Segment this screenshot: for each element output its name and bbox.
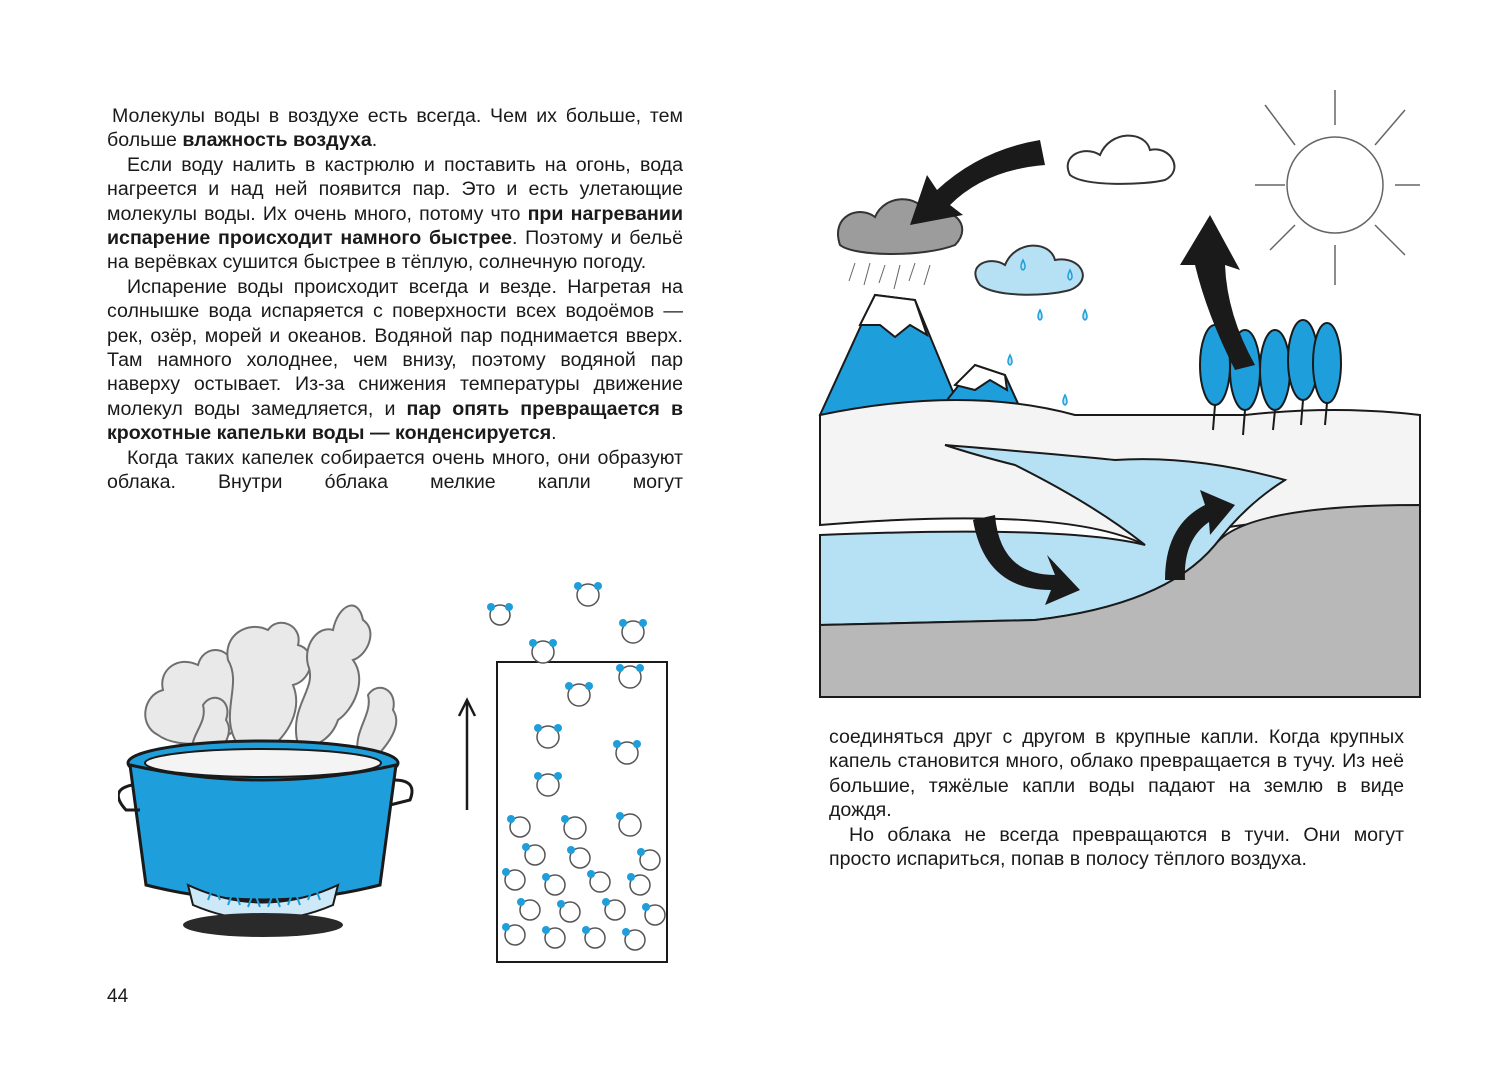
paragraph-rain — [829, 725, 1404, 823]
paragraph-cloud-evaporate — [829, 823, 1404, 872]
bold-term: пар опять превращается в крохотные капельки воды — конденсируется — [107, 397, 683, 445]
bold-term: при нагревании испарение происходит намного быстрее — [107, 202, 683, 250]
text-run: . — [371, 129, 378, 152]
steam-icon — [145, 606, 396, 763]
paragraph-evaporation — [107, 275, 683, 446]
text-run: Но облака не всегда превращаются в тучи. Они могут просто испариться, попав в полосу тёплого воздуха. — [829, 823, 1404, 871]
rain-icon — [849, 263, 930, 289]
text-run: соединяться друг с другом в крупные капли. Когда крупных капель становится много, облако превращается в тучу. Из неё большие, тяжёлые капли воды падают на землю в виде дождя. — [829, 726, 1404, 822]
water-cycle-illustration — [815, 85, 1425, 700]
up-arrow-icon — [459, 700, 475, 810]
bold-term: влажность воздуха — [182, 129, 372, 152]
paragraph-clouds — [107, 446, 683, 495]
paragraph-heating — [107, 153, 683, 275]
text-run: Испарение воды происходит всегда и везде. Нагретая на солнышке вода испаряется с поверхности всех водоёмов — рек, озёр, морей и океанов. Водяной пар поднимается вверх. Там намного холоднее, чем внизу, поэтому водяной пар наверху остывает. Из-за снижения температуры движение молекул воды замедляется, и — [107, 275, 683, 420]
boiling-pot-illustration — [118, 585, 418, 950]
text-run: . Поэтому и бельё на верёвках сушится быстрее в тёплую, солнечную погоду. — [107, 227, 683, 274]
text-run: Когда таких капелек собирается очень много, они образуют облака. Внутри óблака мелкие капли могут — [107, 446, 683, 494]
text-run: Молекулы воды в воздухе есть всегда. Чем их больше, тем больше — [107, 105, 683, 152]
right-text-column — [829, 725, 1404, 871]
molecules-illustration — [455, 570, 695, 965]
molecule-icons — [490, 584, 665, 950]
page-number: 44 — [107, 986, 129, 1007]
left-text-column — [107, 104, 683, 495]
sun-icon — [1255, 90, 1420, 285]
cloud-icon — [975, 246, 1082, 295]
cloud-icon — [1068, 136, 1175, 184]
paragraph-humidity — [107, 104, 683, 153]
pot-icon — [118, 741, 412, 900]
text-run: . — [551, 422, 557, 445]
text-run: Если воду налить в кастрюлю и поставить на огонь, вода нагреется и над ней появится пар. Это и есть улетающие молекулы воды. Их очень много, потому что — [107, 153, 683, 225]
